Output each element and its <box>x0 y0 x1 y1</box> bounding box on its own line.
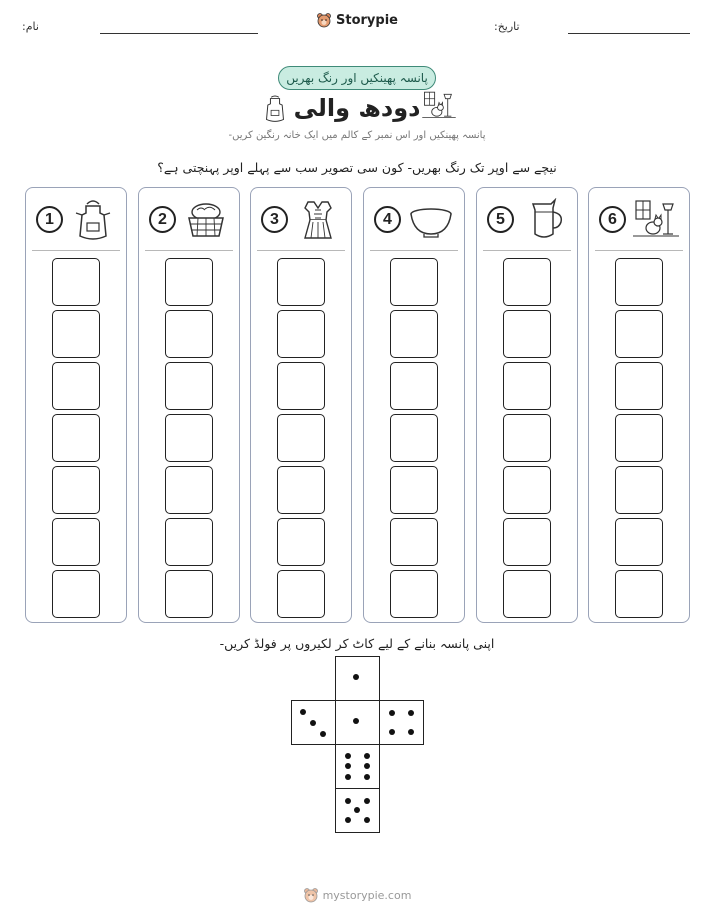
column-number: 3 <box>261 206 288 233</box>
color-box[interactable] <box>52 466 100 514</box>
color-box[interactable] <box>390 258 438 306</box>
color-box[interactable] <box>52 570 100 618</box>
die-pip <box>353 718 359 724</box>
subtitle: پانسہ پھینکیں اور اس نمبر کے کالم میں ایک خانہ رنگین کریں- <box>228 130 486 141</box>
column-header <box>139 188 239 250</box>
activity-pill: پانسہ پھینکیں اور رنگ بھریں <box>278 66 436 90</box>
die-pip <box>345 774 351 780</box>
color-box[interactable] <box>390 362 438 410</box>
color-box[interactable] <box>277 414 325 462</box>
bodice-icon <box>295 198 341 242</box>
color-box[interactable] <box>165 466 213 514</box>
color-box[interactable] <box>615 414 663 462</box>
color-box[interactable] <box>390 466 438 514</box>
column-header <box>251 188 351 250</box>
die-pip <box>408 729 414 735</box>
column-header <box>477 188 577 250</box>
cut-instruction: اپنی پانسہ بنانے کے لیے کاٹ کر لکیروں پر فولڈ کریں- <box>219 636 495 651</box>
name-line <box>100 33 258 34</box>
color-box[interactable] <box>503 570 551 618</box>
footer <box>0 887 714 903</box>
column-number: 1 <box>36 206 63 233</box>
column-divider <box>483 250 571 251</box>
color-box[interactable] <box>503 310 551 358</box>
column-divider <box>145 250 233 251</box>
color-box[interactable] <box>615 466 663 514</box>
jug-icon <box>521 198 567 242</box>
die-pip <box>345 817 351 823</box>
die-pip <box>300 709 306 715</box>
cat-room-icon <box>633 198 679 242</box>
color-box[interactable] <box>503 362 551 410</box>
color-box[interactable] <box>503 414 551 462</box>
color-box[interactable] <box>165 518 213 566</box>
title-row <box>0 90 714 130</box>
brand-logo <box>0 12 714 28</box>
die-pip <box>310 720 316 726</box>
die-pip <box>320 731 326 737</box>
die-face-1 <box>335 656 380 701</box>
color-box[interactable] <box>165 414 213 462</box>
die-pip <box>354 807 360 813</box>
color-box[interactable] <box>165 362 213 410</box>
column-number: 4 <box>374 206 401 233</box>
bear-icon <box>316 12 332 28</box>
color-box[interactable] <box>615 362 663 410</box>
brand-name: Storypie <box>336 12 398 28</box>
die-pip <box>389 729 395 735</box>
color-box[interactable] <box>277 570 325 618</box>
die-pip <box>364 763 370 769</box>
column-6 <box>588 187 690 623</box>
die-face-5 <box>335 788 380 833</box>
bowl-icon <box>408 198 454 242</box>
die-face-4 <box>379 700 424 745</box>
color-box[interactable] <box>390 518 438 566</box>
color-box[interactable] <box>277 466 325 514</box>
color-box[interactable] <box>615 518 663 566</box>
column-divider <box>595 250 683 251</box>
color-box[interactable] <box>52 518 100 566</box>
die-face-3 <box>291 700 336 745</box>
die-pip <box>345 753 351 759</box>
column-divider <box>370 250 458 251</box>
color-box[interactable] <box>503 466 551 514</box>
color-box[interactable] <box>390 310 438 358</box>
column-4 <box>363 187 465 623</box>
apron-icon <box>260 92 290 126</box>
column-5 <box>476 187 578 623</box>
column-divider <box>32 250 120 251</box>
die-face-6 <box>335 744 380 789</box>
column-number: 6 <box>599 206 626 233</box>
name-label: نام: <box>22 20 39 33</box>
bread-basket-icon <box>183 198 229 242</box>
color-box[interactable] <box>503 518 551 566</box>
color-box[interactable] <box>615 570 663 618</box>
question: نیچے سے اوپر تک رنگ بھریں- کون سی تصویر سب سے پہلے اوپر پہنچتی ہے؟ <box>157 160 557 175</box>
die-pip <box>389 710 395 716</box>
footer-url[interactable]: mystorypie.com <box>322 888 412 902</box>
die-pip <box>345 798 351 804</box>
color-box[interactable] <box>277 362 325 410</box>
bear-icon <box>303 887 319 903</box>
die-pip <box>345 763 351 769</box>
apron-icon <box>70 198 116 242</box>
die-pip <box>364 774 370 780</box>
color-box[interactable] <box>165 258 213 306</box>
column-1 <box>25 187 127 623</box>
color-box[interactable] <box>52 414 100 462</box>
column-header <box>364 188 464 250</box>
color-box[interactable] <box>52 258 100 306</box>
color-box[interactable] <box>615 258 663 306</box>
color-box[interactable] <box>52 362 100 410</box>
color-box[interactable] <box>277 258 325 306</box>
date-label: تاریخ: <box>494 20 520 33</box>
column-header <box>589 188 689 250</box>
column-header <box>26 188 126 250</box>
color-box[interactable] <box>165 310 213 358</box>
page-title: دودھ والی <box>293 94 421 122</box>
date-line <box>568 33 690 34</box>
die-face-1 <box>335 700 380 745</box>
die-pip <box>364 753 370 759</box>
column-2 <box>138 187 240 623</box>
color-box[interactable] <box>165 570 213 618</box>
column-3 <box>250 187 352 623</box>
column-divider <box>257 250 345 251</box>
color-box[interactable] <box>615 310 663 358</box>
color-box[interactable] <box>277 310 325 358</box>
color-box[interactable] <box>390 570 438 618</box>
color-box[interactable] <box>390 414 438 462</box>
die-pip <box>364 798 370 804</box>
die-pip <box>364 817 370 823</box>
column-number: 2 <box>149 206 176 233</box>
die-pip <box>408 710 414 716</box>
color-box[interactable] <box>503 258 551 306</box>
column-number: 5 <box>487 206 514 233</box>
die-pip <box>353 674 359 680</box>
color-box[interactable] <box>277 518 325 566</box>
color-box[interactable] <box>52 310 100 358</box>
cat-room-icon <box>422 90 456 122</box>
